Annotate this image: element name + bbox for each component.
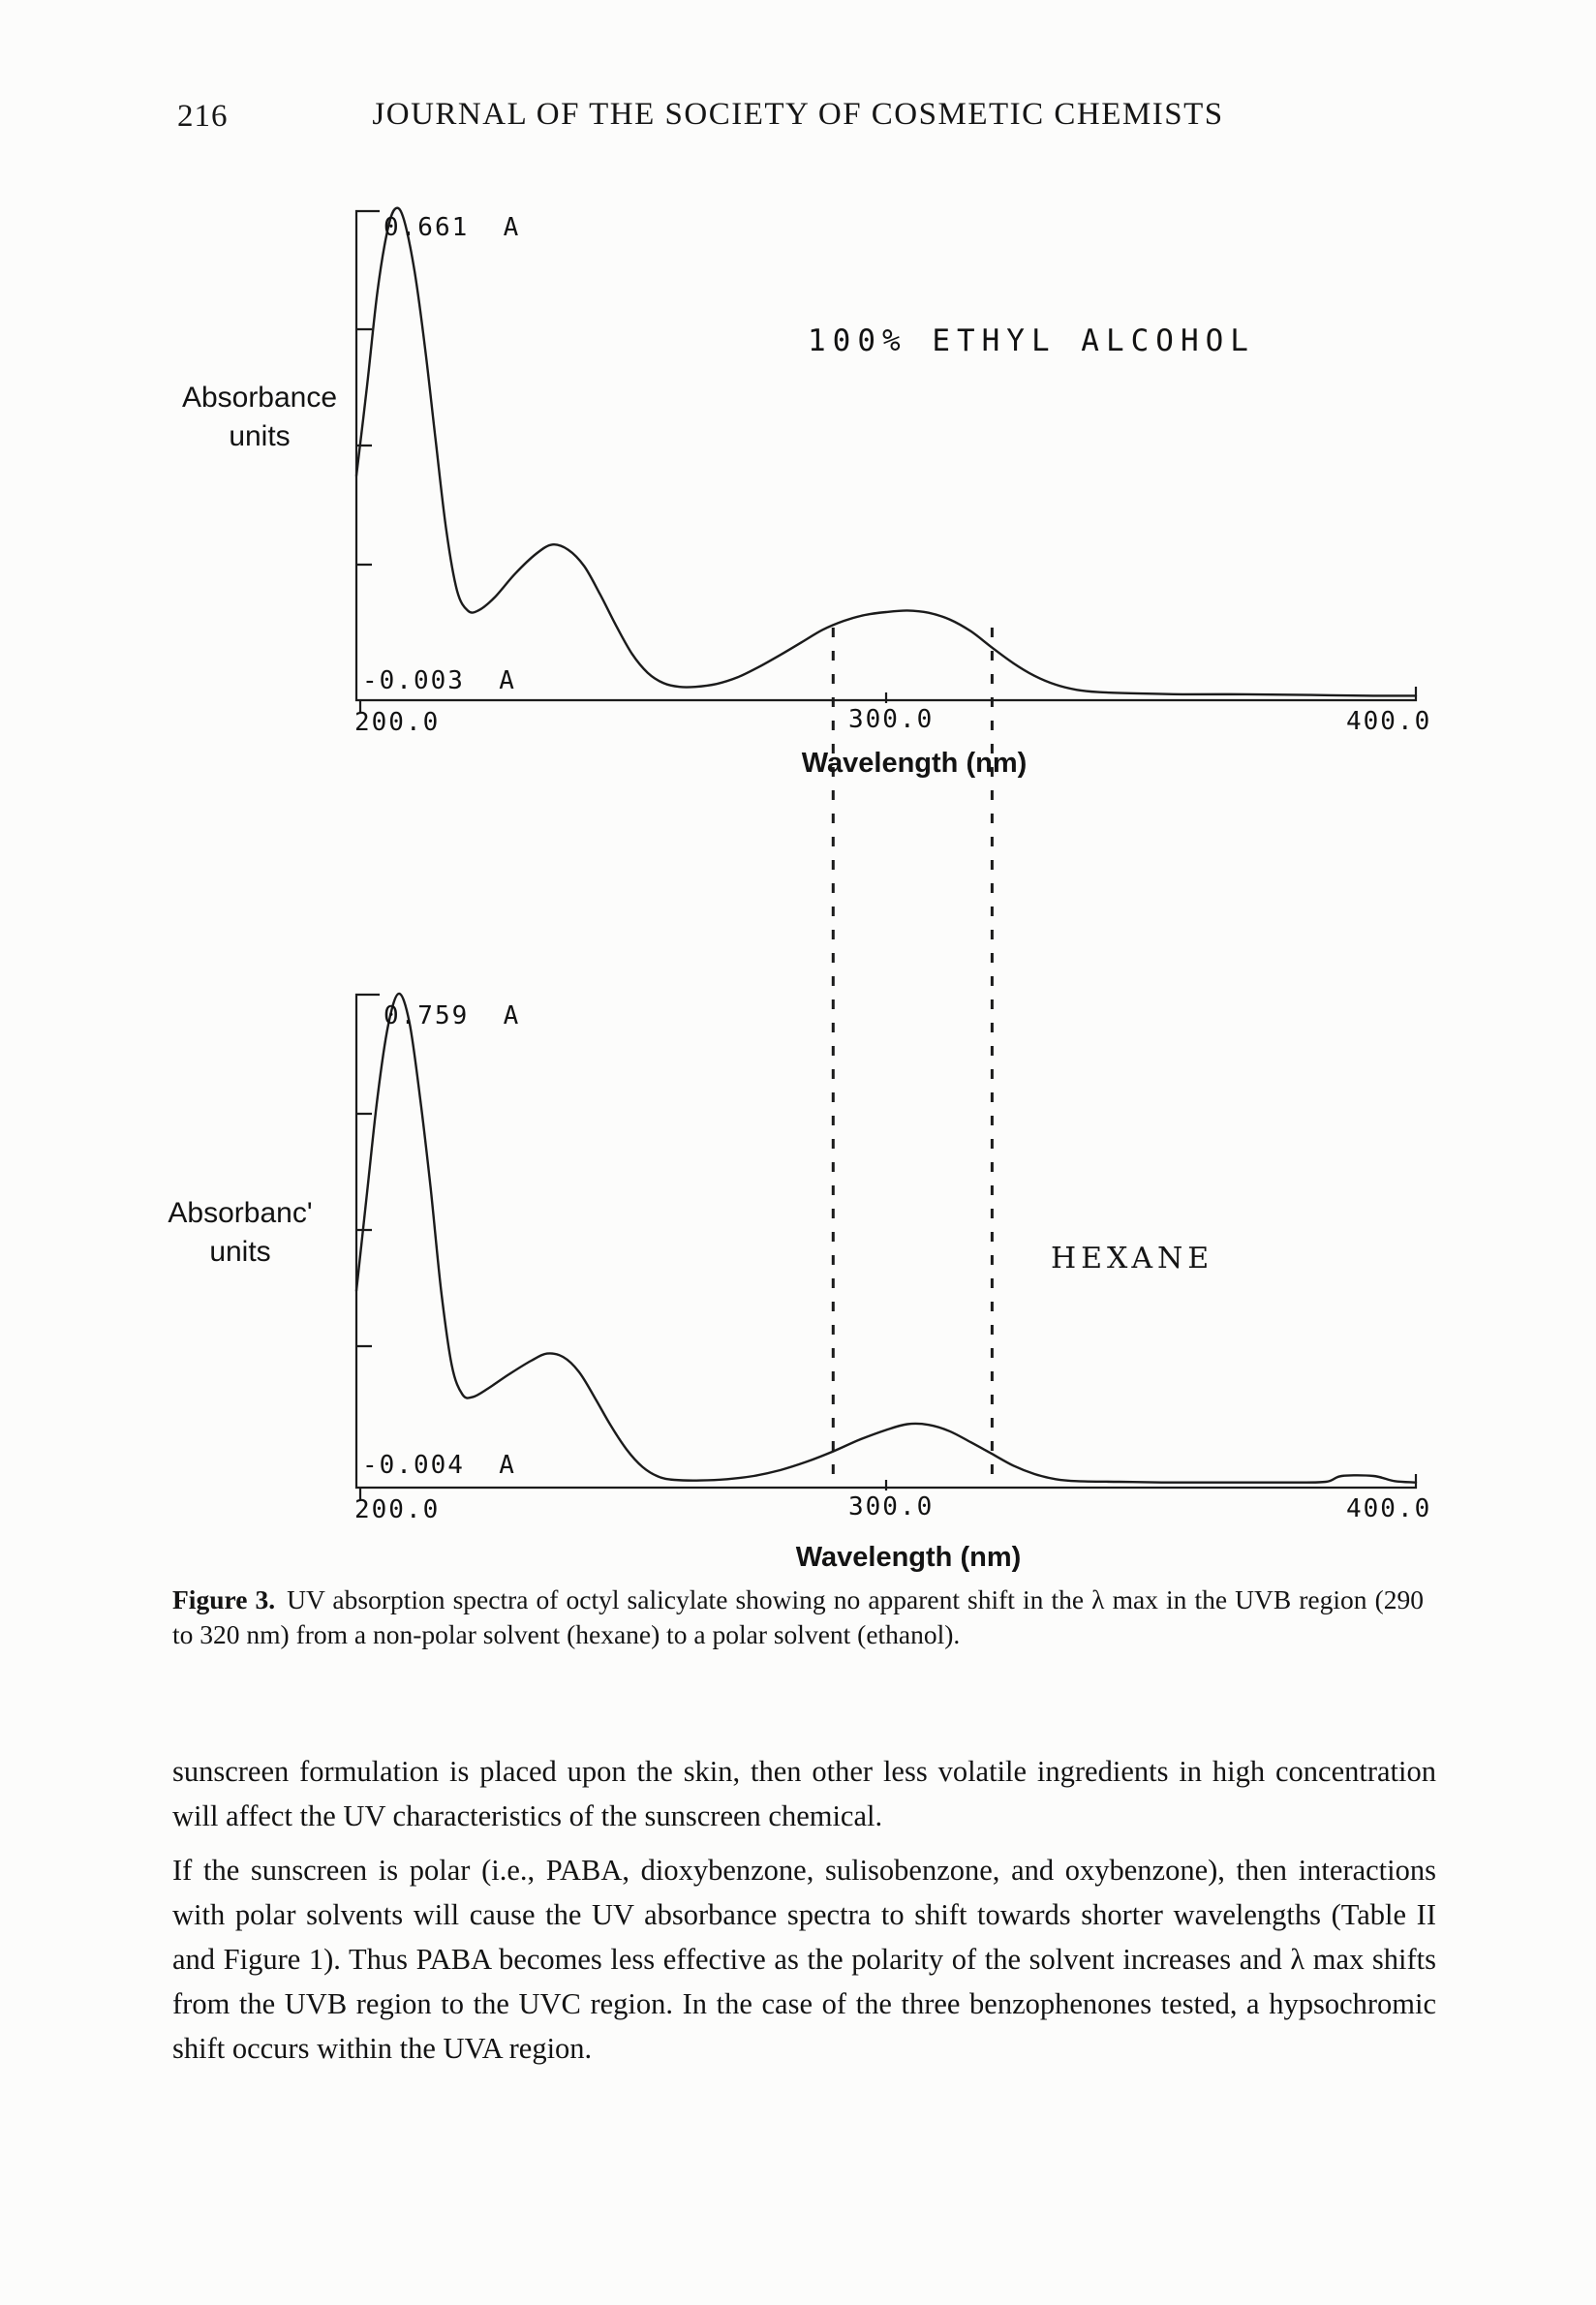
- chart1-x-tick-200: 200.0: [354, 708, 441, 737]
- chart2-y-axis-label-line2: units: [209, 1236, 271, 1268]
- journal-title: JOURNAL OF THE SOCIETY OF COSMETIC CHEMISTS: [372, 97, 1224, 132]
- chart2-y-axis-label: [143, 1197, 337, 1269]
- chart2-baseline-value-label: -0.004 A: [362, 1451, 516, 1480]
- chart2-x-tick-400: 400.0: [1346, 1494, 1432, 1523]
- chart1-baseline-value-label: -0.003 A: [362, 666, 516, 695]
- chart1-peak-value-label: 0.661 A: [384, 213, 521, 242]
- chart2-peak-value-label: 0.759 A: [384, 1001, 521, 1030]
- chart1-curve: [356, 208, 1416, 696]
- chart2-x-axis-label: Wavelength (nm): [795, 1542, 1022, 1573]
- chart2-solvent-label: HEXANE: [1051, 1242, 1214, 1275]
- chart2-axes: [356, 995, 1416, 1499]
- page-number: 216: [177, 99, 229, 134]
- caption-figure-number: Figure 3.: [172, 1584, 276, 1614]
- chart2-x-tick-300: 300.0: [848, 1492, 935, 1521]
- chart1-solvent-label: 100% ETHYL ALCOHOL: [808, 323, 1255, 358]
- chart2-y-axis-label-line1: Absorbanc': [168, 1197, 313, 1229]
- chart2-curve: [356, 994, 1416, 1483]
- chart1-x-tick-300: 300.0: [848, 705, 935, 734]
- chart1-y-axis-label-line2: units: [229, 420, 291, 452]
- caption-text: UV absorption spectra of octyl salicylate showing no apparent shift in the λ max in the UVB region (290 to 320 nm) from a non-polar solvent (hexane) to a polar solvent (ethanol).: [172, 1584, 1424, 1649]
- body-text: [172, 1749, 1436, 2080]
- chart1-axes: [356, 211, 1416, 712]
- chart1-x-axis-label: Wavelength (nm): [801, 748, 1028, 779]
- figure-caption: [172, 1583, 1424, 1652]
- paragraph: sunscreen formulation is placed upon the skin, then other less volatile ingredients in high concentration will affect the UV characteristics of the sunscreen chemical.: [172, 1755, 1436, 1832]
- chart1-y-axis-label: [163, 382, 356, 453]
- chart1-y-axis-label-line1: Absorbance: [181, 382, 338, 414]
- chart2-x-tick-200: 200.0: [354, 1495, 441, 1524]
- paragraph: If the sunscreen is polar (i.e., PABA, dioxybenzone, sulisobenzone, and oxybenzone), then interactions with polar solvents will cause the UV absorbance spectra to shift towards shorter wavelengths (Table II and Figure 1). Thus PABA becomes less effective as the polarity of the solvent increases and λ max shifts from the UVB region to the UVC region. In the case of the three benzophenones tested, a hypsochromic shift occurs within the UVA region.: [172, 1854, 1436, 2065]
- chart1-x-tick-400: 400.0: [1346, 707, 1432, 736]
